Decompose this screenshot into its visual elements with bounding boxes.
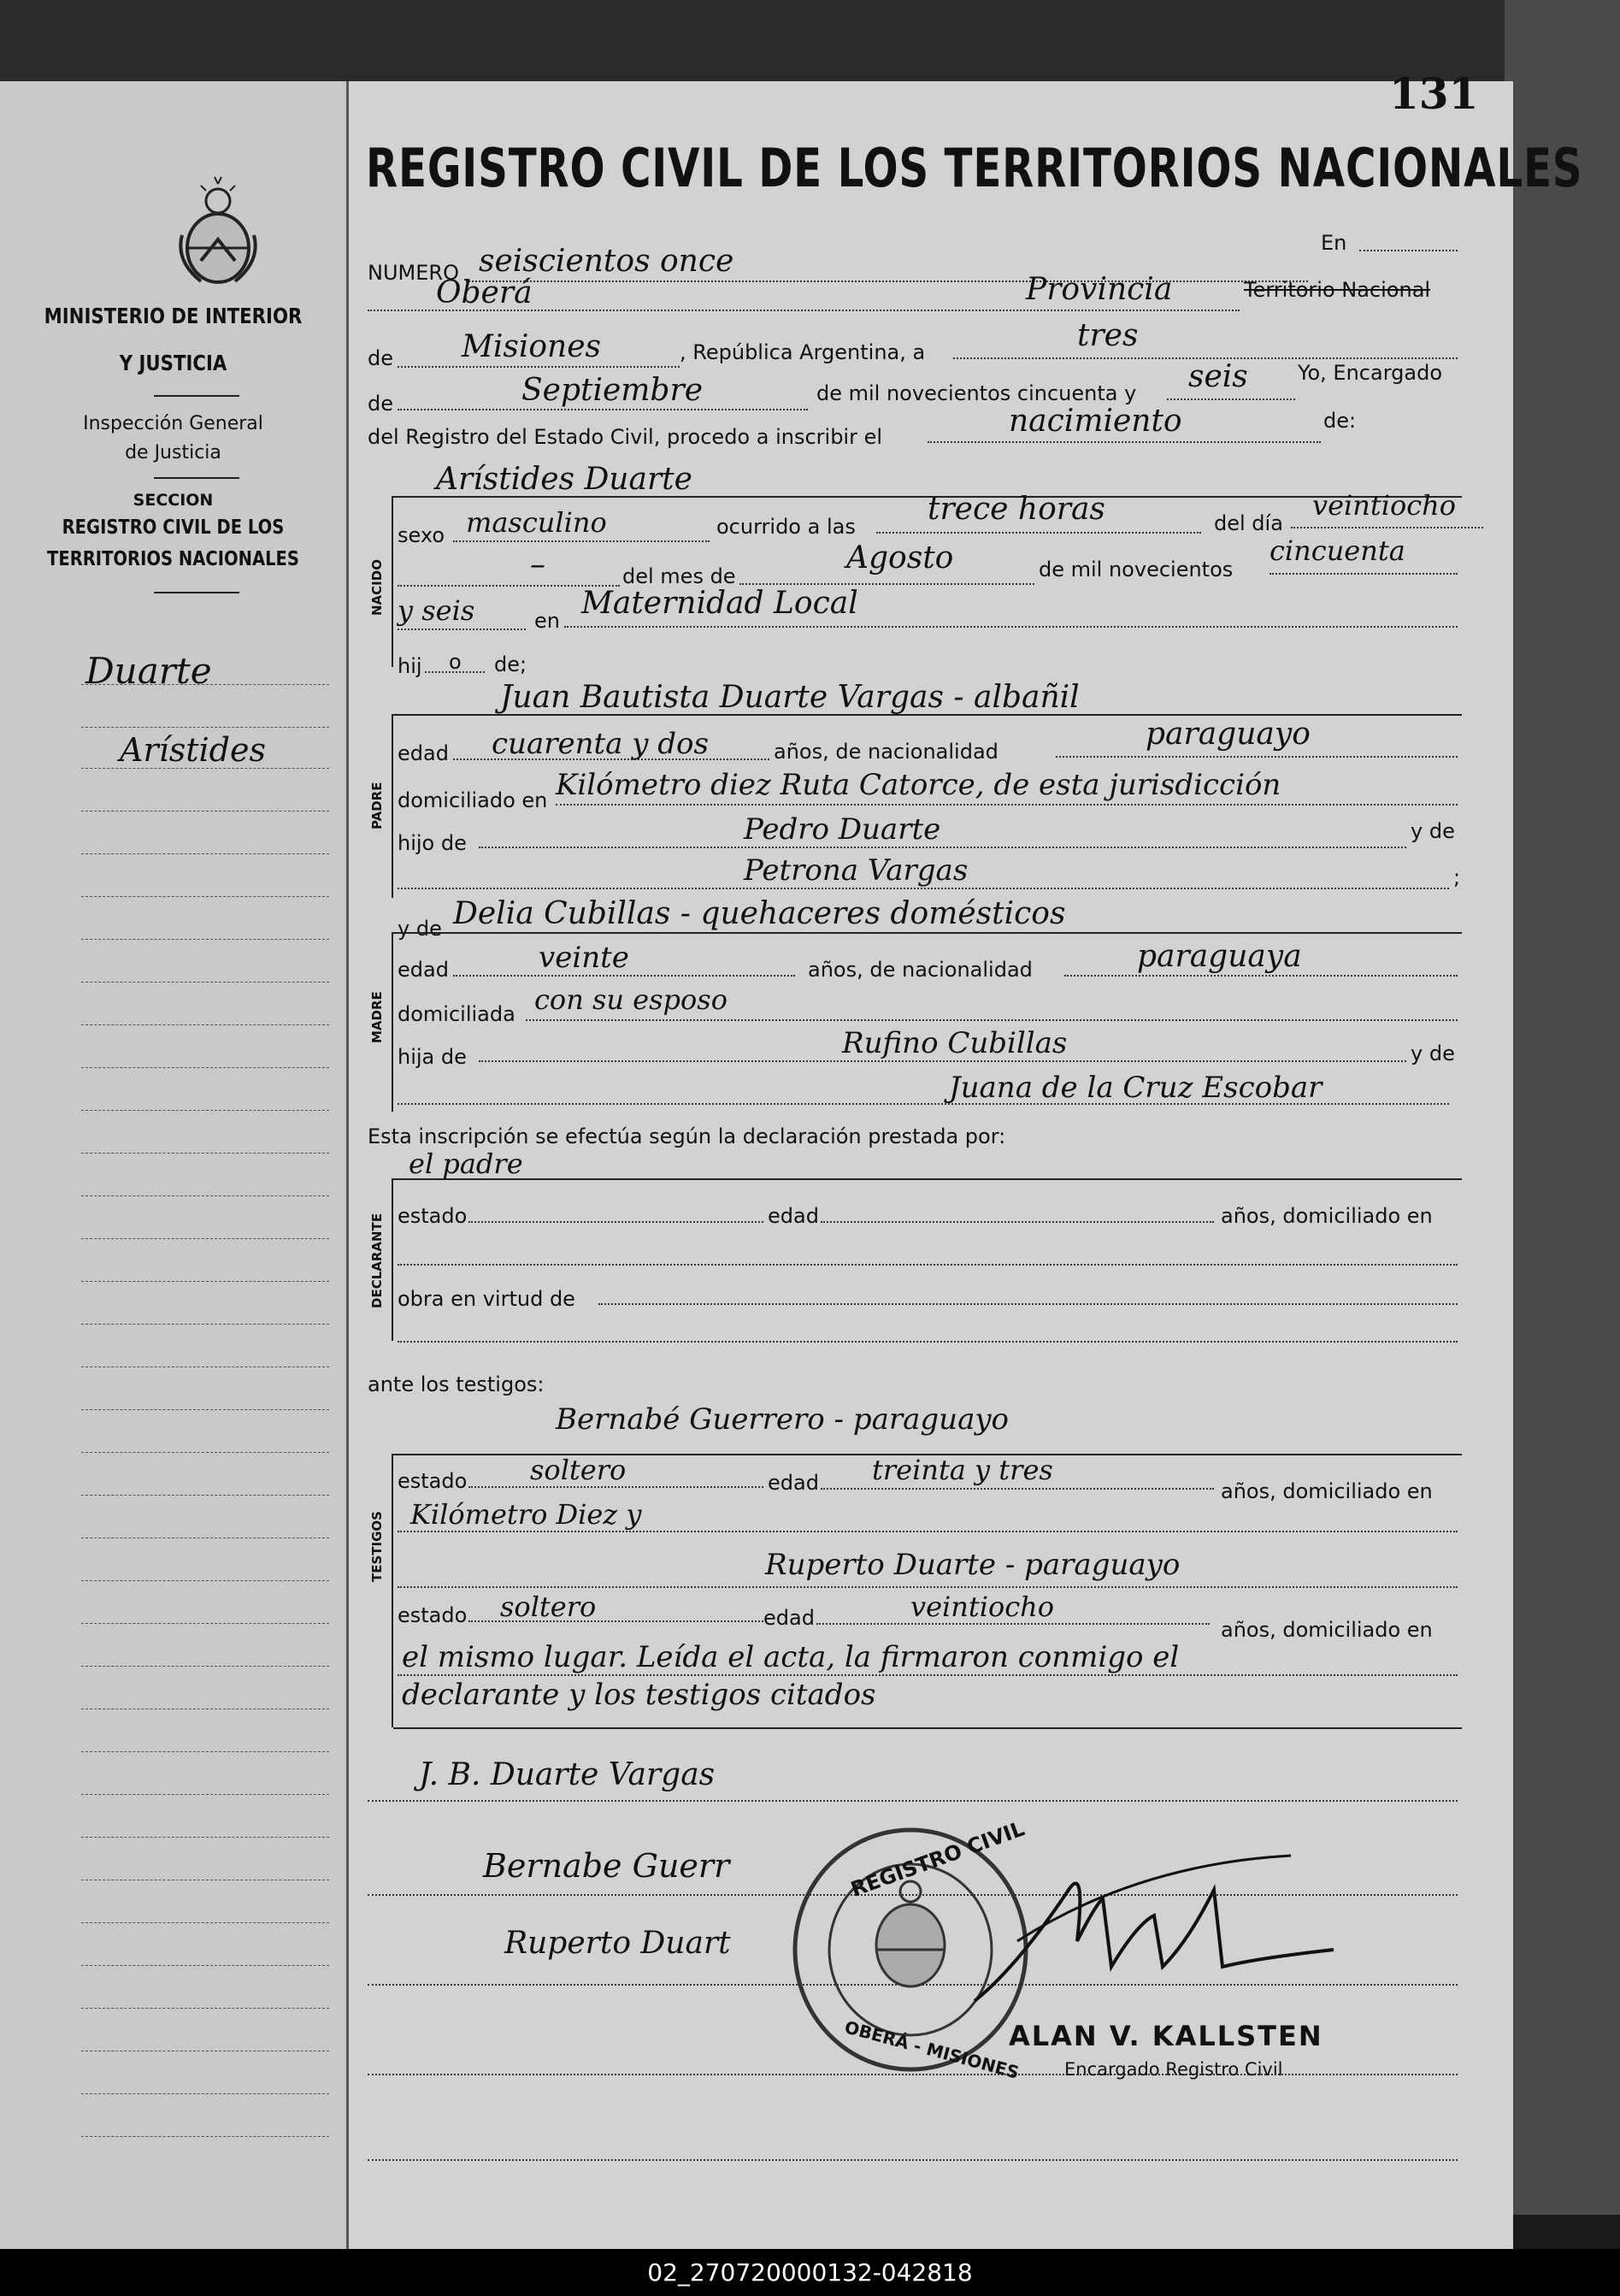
testigo-1-anios-label: años, domiciliado en [1221,1479,1433,1503]
ministry-line-2: Y JUSTICIA [119,351,227,375]
sidebar-divider [154,592,239,593]
encargado-label: Yo, Encargado [1298,361,1442,385]
padre-father-value: Pedro Duarte [744,812,941,847]
padre-side-label: PADRE [369,782,385,829]
official-name: ALAN V. KALLSTEN [1009,2020,1323,2052]
madre-hija-de-label: hija de [398,1045,467,1069]
testigo-2-name: Ruperto Duarte - paraguayo [765,1548,1181,1582]
official-title: Encargado Registro Civil [1064,2059,1283,2080]
dash-value: – [530,547,545,582]
signature-1: J. B. Duarte Vargas [419,1757,716,1792]
dia-value: veintiocho [1312,489,1457,522]
numero-value: seiscientos once [479,244,734,279]
madre-father-value: Rufino Cubillas [842,1026,1068,1060]
madre-y-de-label: y de [398,917,442,941]
lugar-value: Maternidad Local [581,586,858,621]
child-name-value: Arístides Duarte [436,462,692,497]
testigo-1-name: Bernabé Guerrero - paraguayo [556,1402,1010,1437]
testigo-2-edad: veintiocho [910,1591,1055,1623]
en-word: en [534,609,560,633]
padre-mother-value: Petrona Vargas [744,853,969,888]
territorio-label: Territorio Nacional [1244,278,1431,302]
madre-y-de: y de [1411,1042,1455,1065]
closing-line-2: declarante y los testigos citados [402,1678,876,1712]
republica-label: , República Argentina, a [680,340,926,364]
testigo-1-edad-label: edad [768,1471,819,1495]
mes-value: Agosto [846,540,954,575]
mes-label: del mes de [622,564,736,588]
sexo-value: masculino [466,506,607,539]
padre-edad-label: edad [398,741,449,765]
index-surname: Duarte [85,650,212,692]
testigo-2-estado-label: estado [398,1603,468,1627]
book-edge-top [0,0,1505,94]
book-cover-edge [1505,0,1620,2215]
testigo-2-edad-label: edad [763,1606,815,1630]
year-value: seis [1188,359,1248,394]
padre-y-de: y de [1411,819,1455,843]
madre-side-label: MADRE [369,991,385,1043]
declarante-intro: Esta inscripción se efectúa según la declaración prestada por: [368,1124,1006,1148]
provincia-value: Provincia [1026,272,1173,307]
province-value: Misiones [462,329,602,364]
official-signature-icon [966,1839,1351,2018]
padre-name-value: Juan Bautista Duarte Vargas - albañil [500,680,1080,715]
madre-edad-value: veinte [539,941,629,975]
de-label: de [368,346,393,370]
sexo-label: sexo [398,523,445,547]
padre-domicilio-value: Kilómetro diez Ruta Catorce, de esta jurisdicción [556,768,1281,802]
closing-line-1: el mismo lugar. Leída el acta, la firmaron conmigo el [402,1640,1180,1674]
index-given-name: Arístides [120,731,266,769]
padre-domiciliado-label: domiciliado en [398,788,548,812]
stamp-top-text: REGISTRO CIVIL [847,1816,1028,1902]
testigo-1-domicilio: Kilómetro Diez y [410,1498,642,1531]
testigo-2-estado: soltero [500,1591,597,1623]
page-number: 131 [1389,68,1479,119]
hora-value: trece horas [928,492,1105,527]
anio-value-1: cincuenta [1269,534,1405,567]
hijo-label: hij [398,654,422,678]
sidebar-divider [154,477,239,479]
numero-label: NUMERO [368,261,459,285]
declarante-anios-label: años, domiciliado en [1221,1204,1433,1228]
nacido-side-label: NACIDO [369,559,385,616]
locality-value: Oberá [436,275,533,310]
signature-3: Ruperto Duart [504,1926,731,1961]
scan-id-footer: 02_270720000132-042818 [0,2249,1620,2296]
padre-semicolon: ; [1453,865,1461,889]
declarante-obra-label: obra en virtud de [398,1287,575,1311]
registro-label: del Registro del Estado Civil, procedo a inscribir el [368,425,883,449]
de-colon: de: [1323,409,1357,433]
testigos-intro: ante los testigos: [368,1372,545,1396]
hijo-de: de; [494,652,527,676]
padre-hijo-de-label: hijo de [398,831,467,855]
stamp-bottom-text: OBERÁ - MISIONES [842,2016,1022,2083]
ocurrido-label: ocurrido a las [716,515,856,539]
testigo-1-estado-label: estado [398,1469,468,1493]
inspection-line-2: de Justicia [125,442,221,463]
declarante-side-label: DECLARANTE [369,1213,385,1308]
coat-of-arms-icon [175,175,261,286]
signature-2: Bernabe Guerr [483,1847,730,1885]
year-label: de mil novecientos cincuenta y [816,381,1137,405]
declarante-estado-label: estado [398,1204,468,1228]
testigo-2-anios-label: años, domiciliado en [1221,1618,1433,1642]
declarante-value: el padre [409,1148,523,1180]
madre-name-value: Delia Cubillas - quehaceres domésticos [453,896,1066,931]
padre-nacionalidad-value: paraguayo [1146,717,1311,752]
testigo-1-edad: treinta y tres [872,1454,1053,1486]
madre-edad-label: edad [398,958,449,982]
testigo-1-estado: soltero [530,1454,627,1486]
madre-nacionalidad-value: paraguaya [1137,939,1302,974]
act-type-value: nacimiento [1009,404,1182,439]
madre-anios-label: años, de nacionalidad [808,958,1033,982]
de-label-2: de [368,392,393,416]
anio-value-2: y seis [398,594,475,627]
hijo-o: o [449,650,462,674]
section-line-2: TERRITORIOS NACIONALES [46,548,299,570]
en-label: En [1321,231,1347,255]
madre-mother-value: Juana de la Cruz Escobar [949,1071,1323,1105]
section-label: SECCION [133,491,214,510]
inspection-line-1: Inspección General [83,413,263,434]
ministry-line-1: MINISTERIO DE INTERIOR [44,304,303,328]
month-value: Septiembre [521,373,703,408]
declarante-edad-label: edad [768,1204,819,1228]
madre-domiciliada-label: domiciliada [398,1002,515,1026]
day-value: tres [1077,318,1139,353]
anio-label: de mil novecientos [1039,558,1234,581]
del-dia-label: del día [1214,511,1283,535]
left-margin-column [0,81,349,2249]
padre-edad-value: cuarenta y dos [492,727,709,761]
section-line-1: REGISTRO CIVIL DE LOS [62,516,285,539]
testigos-side-label: TESTIGOS [369,1511,385,1582]
page-title: REGISTRO CIVIL DE LOS TERRITORIOS NACIONALES [366,137,1583,199]
padre-anios-label: años, de nacionalidad [774,740,999,764]
sidebar-divider [154,395,239,397]
madre-domicilio-value: con su esposo [534,983,728,1016]
